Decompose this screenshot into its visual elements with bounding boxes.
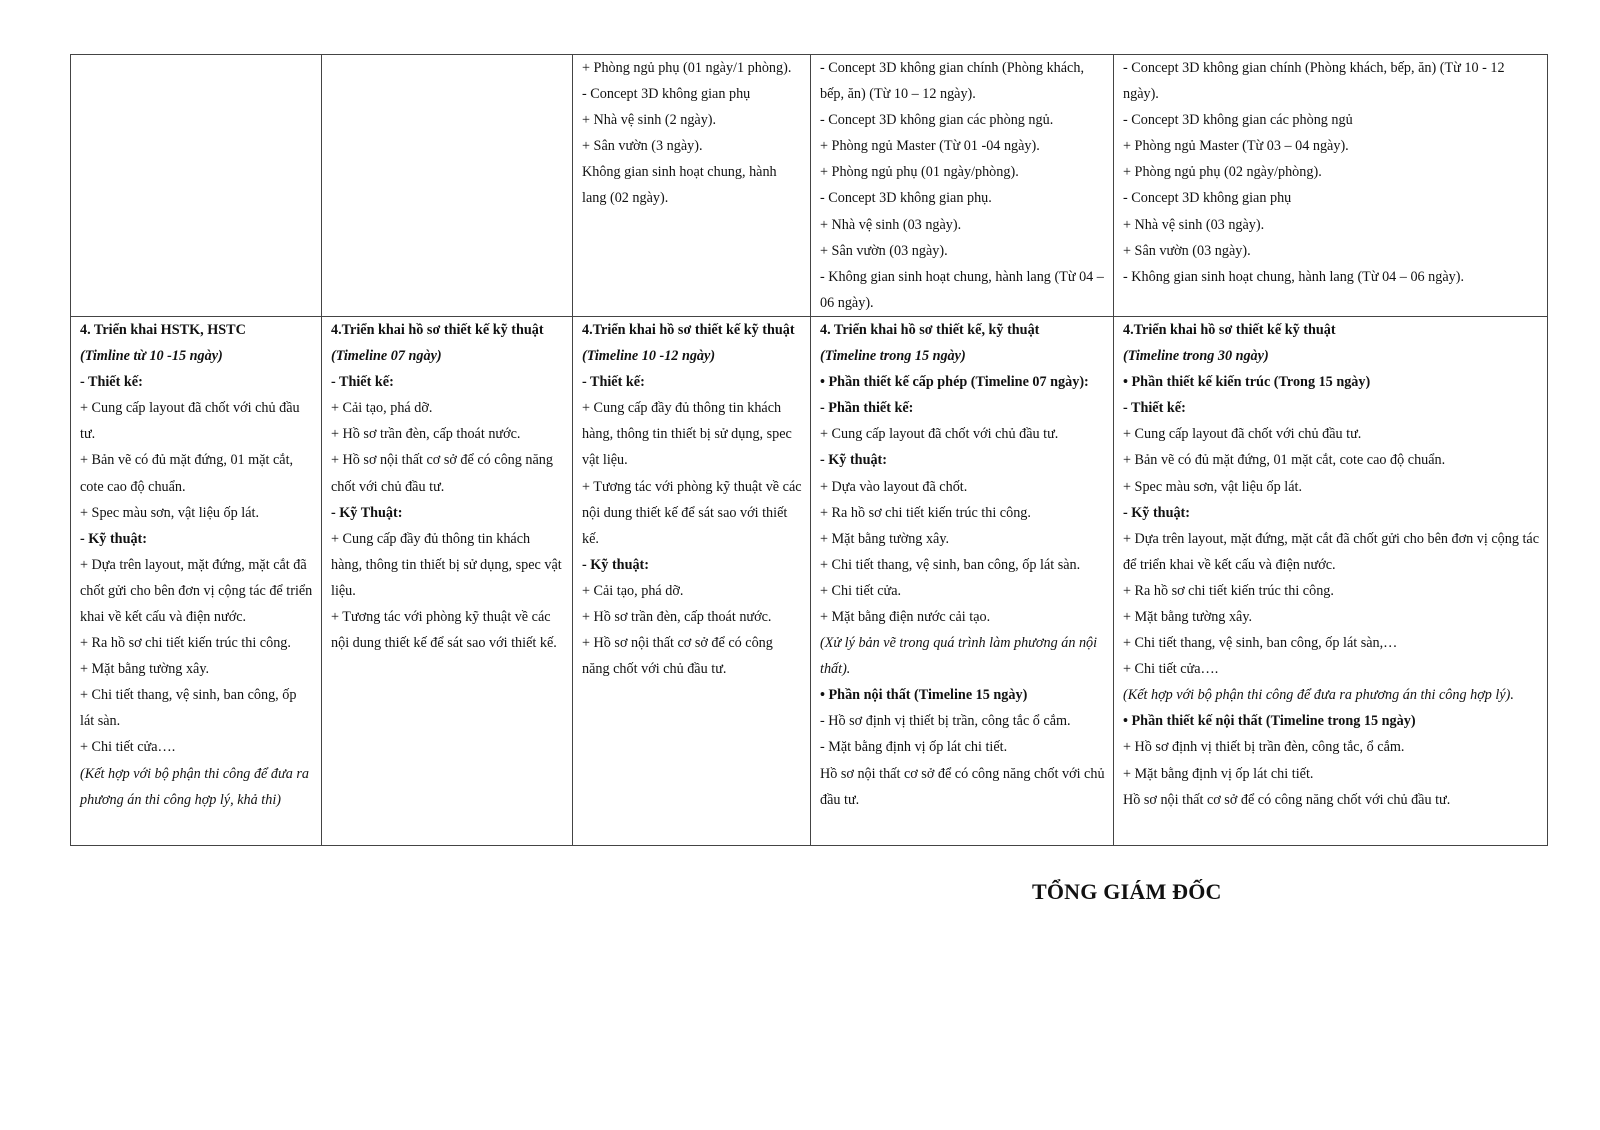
cell-line: + Cung cấp layout đã chốt với chủ đầu tư.	[80, 400, 300, 443]
cell-line: + Cải tạo, phá dỡ.	[331, 400, 433, 417]
cell-line: - Concept 3D không gian chính (Phòng khách, bếp, ăn) (Từ 10 – 12 ngày).	[820, 60, 1084, 103]
cell-line: - Concept 3D không gian phụ.	[820, 190, 992, 207]
cell-line: + Chi tiết cửa….	[80, 739, 176, 756]
cell-line: - Kỹ thuật:	[1123, 504, 1190, 521]
cell-line: + Cung cấp layout đã chốt với chủ đầu tư.	[820, 426, 1059, 443]
cell-line: + Nhà vệ sinh (03 ngày).	[1123, 216, 1265, 233]
cell-line: + Chi tiết thang, vệ sinh, ban công, ốp lát sàn,…	[1123, 635, 1398, 652]
cell-line: • Phần thiết kế kiến trúc (Trong 15 ngày)	[1123, 374, 1371, 391]
cell-line: + Phòng ngủ Master (Từ 01 -04 ngày).	[820, 138, 1040, 155]
cell-line: + Sân vườn (03 ngày).	[1123, 242, 1251, 259]
cell-line: Không gian sinh hoạt chung, hành lang (02 ngày).	[582, 164, 777, 207]
table-cell	[811, 316, 1114, 845]
table-cell	[322, 55, 573, 317]
cell-line: + Phòng ngủ Master (Từ 03 – 04 ngày).	[1123, 138, 1349, 155]
cell-line: • Phần nội thất (Timeline 15 ngày)	[820, 687, 1028, 704]
cell-line: - Concept 3D không gian các phòng ngủ	[1123, 112, 1353, 129]
cell-line: + Chi tiết thang, vệ sinh, ban công, ốp lát sàn.	[820, 556, 1081, 573]
cell-line: + Dựa trên layout, mặt đứng, mặt cắt đã chốt gửi cho bên đơn vị cộng tác để triển khai về kết cấu và điện nước.	[1123, 530, 1540, 573]
cell-line: • Phần thiết kế nội thất (Timeline trong 15 ngày)	[1123, 713, 1416, 730]
cell-line: + Chi tiết cửa.	[820, 582, 902, 599]
cell-line: + Bản vẽ có đủ mặt đứng, 01 mặt cắt, cote cao độ chuẩn.	[80, 452, 294, 495]
table-cell	[71, 55, 322, 317]
cell-line: + Spec màu sơn, vật liệu ốp lát.	[1123, 478, 1303, 495]
cell-line: + Cải tạo, phá dỡ.	[582, 582, 684, 599]
cell-line: + Mặt bằng tường xây.	[1123, 608, 1253, 625]
cell-line: + Hồ sơ trần đèn, cấp thoát nước.	[582, 608, 772, 625]
cell-line: (Timline từ 10 -15 ngày)	[80, 348, 223, 365]
cell-line: Hồ sơ nội thất cơ sở để có công năng chốt với chủ đầu tư.	[1123, 791, 1451, 808]
cell-line: 4. Triển khai HSTK, HSTC	[80, 321, 246, 338]
cell-line: (Timeline 10 -12 ngày)	[582, 348, 716, 365]
table-cell	[1114, 55, 1548, 317]
cell-line: + Ra hồ sơ chi tiết kiến trúc thi công.	[80, 635, 291, 652]
table-cell	[811, 55, 1114, 317]
cell-line: - Mặt bằng định vị ốp lát chi tiết.	[820, 739, 1008, 756]
signature-title: TỔNG GIÁM ĐỐC	[1032, 879, 1222, 904]
cell-line: + Mặt bằng tường xây.	[80, 661, 210, 678]
cell-line: + Phòng ngủ phụ (02 ngày/phòng).	[1123, 164, 1322, 181]
cell-line: + Mặt bằng tường xây.	[820, 530, 950, 547]
cell-line: - Thiết kế:	[80, 374, 143, 391]
table-row	[71, 316, 1548, 845]
schedule-table	[70, 54, 1548, 846]
cell-line: + Hồ sơ định vị thiết bị trần đèn, công tắc, ổ cắm.	[1123, 739, 1405, 756]
cell-line: + Cung cấp layout đã chốt với chủ đầu tư.	[1123, 426, 1362, 443]
cell-line: + Phòng ngủ phụ (01 ngày/1 phòng).	[582, 60, 792, 76]
cell-line: (Xử lý bản vẽ trong quá trình làm phương án nội thất).	[820, 635, 1098, 678]
cell-line: + Nhà vệ sinh (2 ngày).	[582, 112, 717, 129]
cell-line: • Phần thiết kế cấp phép (Timeline 07 ngày):	[820, 374, 1089, 391]
cell-line: + Ra hồ sơ chi tiết kiến trúc thi công.	[1123, 582, 1334, 599]
cell-line: + Tương tác với phòng kỹ thuật về các nội dung thiết kế để sát sao với thiết kế.	[331, 608, 557, 652]
cell-line: + Tương tác với phòng kỹ thuật về các nội dung thiết kế để sát sao với thiết kế.	[582, 478, 802, 547]
cell-line: - Không gian sinh hoạt chung, hành lang (Từ 04 – 06 ngày).	[820, 268, 1104, 311]
cell-line: - Concept 3D không gian phụ	[582, 86, 751, 103]
cell-line: - Kỹ thuật:	[820, 452, 887, 469]
cell-line: (Timeline trong 30 ngày)	[1123, 348, 1269, 365]
cell-line: - Không gian sinh hoạt chung, hành lang (Từ 04 – 06 ngày).	[1123, 268, 1465, 285]
cell-line: (Kết hợp với bộ phận thi công để đưa ra phương án thi công hợp lý).	[1123, 687, 1514, 704]
cell-line: Hồ sơ nội thất cơ sở để có công năng chốt với chủ đầu tư.	[820, 765, 1105, 808]
cell-line: + Chi tiết cửa….	[1123, 661, 1219, 678]
table-cell	[1114, 316, 1548, 845]
cell-line: - Concept 3D không gian chính (Phòng khách, bếp, ăn) (Từ 10 - 12 ngày).	[1123, 60, 1505, 103]
cell-line: + Dựa vào layout đã chốt.	[820, 478, 968, 495]
cell-line: - Kỹ thuật:	[582, 556, 649, 573]
cell-line: - Phần thiết kế:	[820, 400, 914, 417]
cell-line: (Kết hợp với bộ phận thi công để đưa ra phương án thi công hợp lý, khả thi)	[80, 765, 309, 808]
cell-line: + Nhà vệ sinh (03 ngày).	[820, 216, 962, 233]
cell-line: + Sân vườn (03 ngày).	[820, 242, 948, 259]
cell-line: (Timeline 07 ngày)	[331, 348, 442, 365]
cell-line: - Thiết kế:	[582, 374, 645, 391]
cell-line: - Concept 3D không gian các phòng ngủ.	[820, 112, 1054, 129]
table-cell	[573, 55, 811, 317]
table-row	[71, 55, 1548, 317]
cell-line: + Cung cấp đầy đủ thông tin khách hàng, thông tin thiết bị sử dụng, spec vật liệu.	[582, 400, 792, 469]
cell-line: 4. Triển khai hồ sơ thiết kế, kỹ thuật	[820, 321, 1040, 338]
cell-line: + Bản vẽ có đủ mặt đứng, 01 mặt cắt, cote cao độ chuẩn.	[1123, 452, 1446, 469]
cell-line: + Hồ sơ nội thất cơ sở để có công năng chốt với chủ đầu tư.	[582, 635, 773, 678]
cell-line: - Kỹ thuật:	[80, 530, 147, 547]
cell-line: (Timeline trong 15 ngày)	[820, 348, 966, 365]
cell-line: + Hồ sơ trần đèn, cấp thoát nước.	[331, 426, 521, 443]
cell-line: + Mặt bằng định vị ốp lát chi tiết.	[1123, 765, 1314, 782]
cell-line: + Ra hồ sơ chi tiết kiến trúc thi công.	[820, 504, 1031, 521]
cell-line: - Thiết kế:	[1123, 400, 1186, 417]
cell-line: - Concept 3D không gian phụ	[1123, 190, 1292, 207]
cell-line: + Chi tiết thang, vệ sinh, ban công, ốp lát sàn.	[80, 687, 297, 730]
cell-line: 4.Triển khai hồ sơ thiết kế kỹ thuật	[331, 321, 544, 338]
cell-line: - Kỹ Thuật:	[331, 504, 403, 521]
cell-line: 4.Triển khai hồ sơ thiết kế kỹ thuật	[582, 321, 795, 338]
cell-line: - Thiết kế:	[331, 374, 394, 391]
cell-line: + Phòng ngủ phụ (01 ngày/phòng).	[820, 164, 1019, 181]
cell-line: + Dựa trên layout, mặt đứng, mặt cắt đã chốt gửi cho bên đơn vị cộng tác để triển khai về kết cấu và điện nước.	[80, 556, 313, 625]
cell-line: + Mặt bằng điện nước cải tạo.	[820, 608, 991, 625]
table-cell	[322, 316, 573, 845]
cell-line: + Hồ sơ nội thất cơ sở để có công năng chốt với chủ đầu tư.	[331, 452, 553, 495]
cell-line: + Cung cấp đầy đủ thông tin khách hàng, thông tin thiết bị sử dụng, spec vật liệu.	[331, 530, 562, 599]
table-cell	[573, 316, 811, 845]
cell-line: - Hồ sơ định vị thiết bị trần, công tắc ổ cắm.	[820, 713, 1071, 730]
table-cell	[71, 316, 322, 845]
cell-line: 4.Triển khai hồ sơ thiết kế kỹ thuật	[1123, 321, 1336, 338]
cell-line: + Spec màu sơn, vật liệu ốp lát.	[80, 504, 260, 521]
cell-line: + Sân vườn (3 ngày).	[582, 138, 703, 155]
